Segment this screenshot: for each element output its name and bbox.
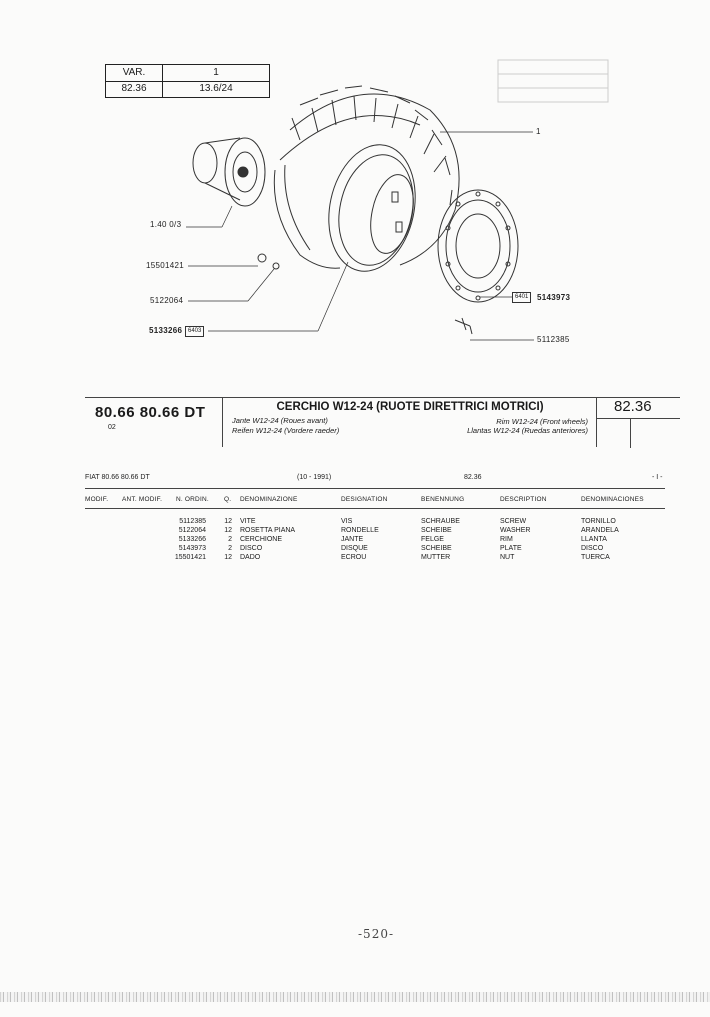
- model-sub: 02: [108, 424, 116, 431]
- exploded-wheel-diagram: [0, 0, 710, 380]
- part-es: LLANTA: [581, 536, 607, 543]
- part-fr: RONDELLE: [341, 527, 379, 534]
- section-code: 82.36: [614, 398, 652, 415]
- col-fr: DESIGNATION: [341, 496, 388, 503]
- var-label: VAR.: [106, 65, 163, 81]
- washer-drawing: [273, 263, 279, 269]
- col-de: BENENNUNG: [421, 496, 465, 503]
- header-code-rule: [596, 418, 680, 419]
- part-number: 5143973: [178, 545, 206, 552]
- part-es: DISCO: [581, 545, 604, 552]
- part-en: WASHER: [500, 527, 531, 534]
- title-en: Rim W12-24 (Front wheels): [496, 417, 588, 426]
- part-it: DISCO: [240, 545, 263, 552]
- part-en: NUT: [500, 554, 515, 561]
- part-qty: 12: [224, 518, 232, 525]
- sub-model: FIAT 80.66 80.66 DT: [85, 474, 150, 481]
- part-number: 5112385: [179, 518, 206, 525]
- part-de: MUTTER: [421, 554, 451, 561]
- part-qty: 12: [224, 554, 232, 561]
- title-es: Llantas W12-24 (Ruedas anteriores): [467, 426, 588, 435]
- table-header-rule: [85, 508, 665, 509]
- title-de: Reifen W12-24 (Vordere raeder): [232, 426, 340, 435]
- tire-drawing: [274, 86, 459, 268]
- callout-hub: 1.40 0/3: [150, 220, 182, 229]
- section-title: CERCHIO W12-24 (RUOTE DIRETTRICI MOTRICI): [276, 401, 544, 413]
- col-en: DESCRIPTION: [500, 496, 547, 503]
- part-de: SCHRAUBE: [421, 518, 460, 525]
- col-ant-modif: ANT. MODIF.: [122, 496, 163, 503]
- part-de: FELGE: [421, 536, 444, 543]
- leader-lines: [186, 132, 534, 340]
- sub-date: (10 - 1991): [297, 474, 332, 481]
- disc-badge: 6401: [512, 292, 531, 303]
- part-de: SCHEIBE: [421, 545, 452, 552]
- col-q: Q.: [224, 496, 232, 503]
- rim-drawing: [318, 137, 427, 280]
- part-fr: ECROU: [341, 554, 367, 561]
- header-divider-left: [222, 397, 223, 447]
- scan-artifact: [0, 992, 710, 1002]
- title-fr: Jante W12-24 (Roues avant): [232, 416, 328, 425]
- part-es: TORNILLO: [581, 518, 616, 525]
- part-en: SCREW: [500, 518, 527, 525]
- part-en: PLATE: [500, 545, 522, 552]
- header-top-rule: [85, 397, 680, 398]
- part-number: 5122064: [178, 527, 206, 534]
- part-fr: JANTE: [341, 536, 364, 543]
- col-es: DENOMINACIONES: [581, 496, 644, 503]
- sub-page: - I -: [652, 474, 663, 481]
- var-size: 13.6/24: [199, 83, 233, 94]
- part-fr: DISQUE: [341, 545, 368, 552]
- sub-code: 82.36: [464, 474, 482, 481]
- header-code-divider: [630, 418, 631, 448]
- col-n-ordin: N. ORDIN.: [176, 496, 209, 503]
- part-number: 5133266: [178, 536, 206, 543]
- part-es: TUERCA: [581, 554, 610, 561]
- var-code: 82.36: [106, 81, 163, 97]
- part-qty: 2: [228, 545, 232, 552]
- header-divider-right: [596, 397, 597, 447]
- col-it: DENOMINAZIONE: [240, 496, 298, 503]
- part-de: SCHEIBE: [421, 527, 452, 534]
- var-value: 1: [213, 67, 219, 78]
- part-it: DADO: [240, 554, 261, 561]
- nut-drawing: [258, 254, 266, 262]
- col-modif: MODIF.: [85, 496, 109, 503]
- part-es: ARANDELA: [581, 527, 619, 534]
- disc-drawing: [438, 190, 518, 302]
- page-number: -520-: [358, 927, 395, 941]
- part-it: ROSETTA PIANA: [240, 527, 296, 534]
- part-it: VITE: [240, 518, 256, 525]
- table-top-rule: [85, 488, 665, 489]
- callout-rim: 5133266: [149, 326, 183, 335]
- callout-nut: 15501421: [146, 261, 184, 270]
- model-name: 80.66 80.66 DT: [95, 404, 206, 421]
- part-fr: VIS: [341, 518, 353, 525]
- part-it: CERCHIONE: [240, 536, 283, 543]
- screw-drawing: [455, 318, 472, 334]
- ghost-table: [498, 60, 608, 102]
- callout-disc: 5143973: [537, 293, 571, 302]
- callout-item-1: 1: [536, 127, 541, 136]
- rim-badge: 6403: [185, 326, 204, 337]
- callout-washer: 5122064: [150, 296, 184, 305]
- hub-drawing: [193, 138, 265, 206]
- part-en: RIM: [500, 536, 513, 543]
- callout-screw: 5112385: [537, 335, 570, 344]
- part-qty: 2: [228, 536, 232, 543]
- part-qty: 12: [224, 527, 232, 534]
- part-number: 15501421: [174, 554, 206, 561]
